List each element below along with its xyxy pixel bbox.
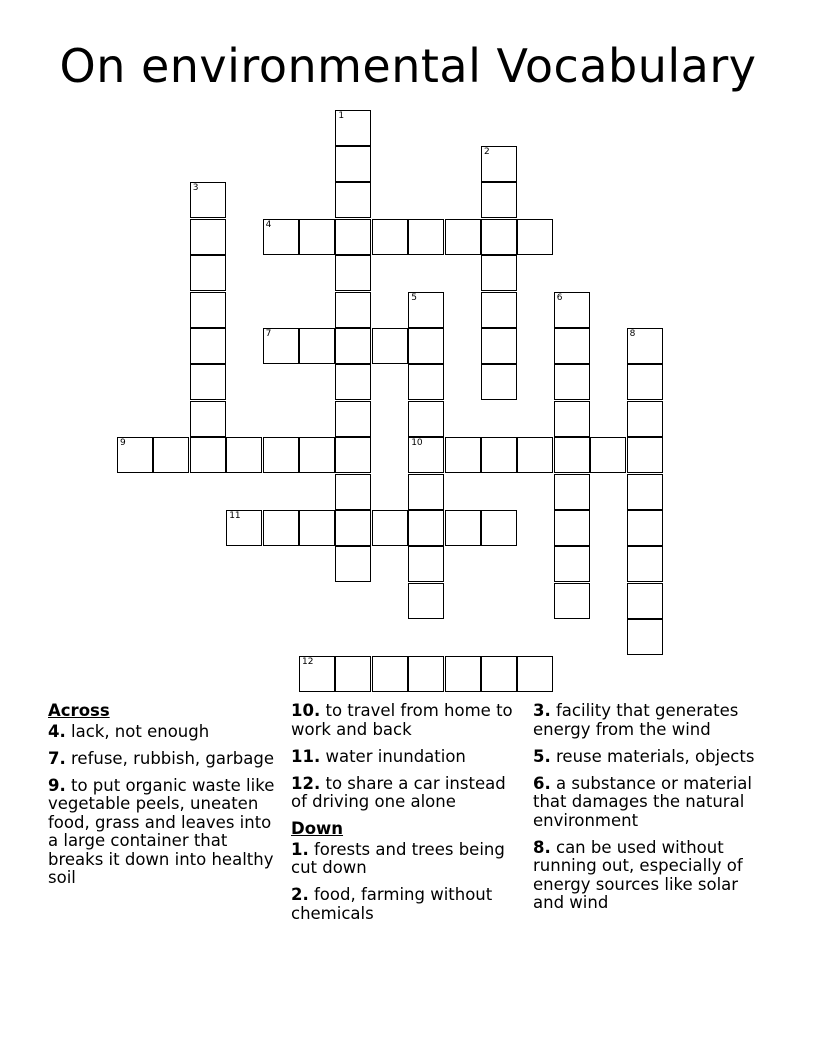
clue-number: 3. [533, 701, 551, 720]
grid-cell[interactable] [335, 182, 371, 218]
grid-cell[interactable] [408, 474, 444, 510]
grid-cell[interactable] [335, 510, 371, 546]
clue-number: 2. [291, 885, 309, 904]
grid-cell[interactable] [554, 437, 590, 473]
grid-cell[interactable] [153, 437, 189, 473]
clue-number: 8. [533, 837, 551, 857]
grid-cell[interactable] [190, 328, 226, 364]
grid-cell[interactable] [554, 546, 590, 582]
clue-across-11 [291, 748, 519, 767]
clue-down-3 [533, 702, 761, 739]
grid-cell[interactable] [627, 474, 663, 510]
grid-cell[interactable] [190, 437, 226, 473]
grid-cell[interactable] [627, 510, 663, 546]
grid-cell[interactable] [408, 401, 444, 437]
grid-cell[interactable] [372, 656, 408, 692]
clue-down-2 [291, 886, 519, 923]
clue-text: to travel from home to work and back [291, 701, 513, 739]
clue-text: water inundation [325, 746, 466, 766]
grid-cell[interactable] [263, 437, 299, 473]
clue-down-1 [291, 841, 519, 878]
grid-cell[interactable] [554, 474, 590, 510]
across-heading: Across [48, 701, 110, 720]
clue-text: lack, not enough [71, 721, 210, 741]
grid-cell[interactable] [481, 219, 517, 255]
grid-cell[interactable] [263, 328, 299, 364]
grid-cell[interactable] [554, 510, 590, 546]
cell-number: 2 [484, 146, 490, 157]
cell-number: 8 [629, 328, 636, 339]
grid-cell[interactable] [481, 292, 517, 328]
grid-cell[interactable] [263, 510, 299, 546]
grid-cell[interactable] [335, 292, 371, 328]
grid-cell[interactable] [408, 510, 444, 546]
grid-cell[interactable] [335, 219, 371, 255]
grid-cell[interactable] [190, 182, 226, 218]
clue-down-6 [533, 775, 761, 831]
grid-cell[interactable] [517, 656, 553, 692]
grid-cell[interactable] [408, 364, 444, 400]
clue-text: food, farming without chemicals [291, 885, 493, 923]
grid-cell[interactable] [554, 583, 590, 619]
grid-cell[interactable] [226, 510, 262, 546]
grid-cell[interactable] [335, 437, 371, 473]
grid-cell[interactable] [335, 546, 371, 582]
clue-number: 1. [291, 839, 309, 859]
grid-cell[interactable] [299, 656, 335, 692]
clue-text: a substance or material that damages the natural environment [533, 773, 752, 830]
cell-number: 7 [265, 328, 272, 339]
clue-down-8 [533, 839, 761, 913]
cell-number: 12 [302, 656, 314, 667]
grid-cell[interactable] [190, 364, 226, 400]
grid-cell[interactable] [627, 401, 663, 437]
grid-cell[interactable] [335, 656, 371, 692]
grid-cell[interactable] [408, 328, 444, 364]
grid-cell[interactable] [481, 437, 517, 473]
grid-cell[interactable] [263, 219, 299, 255]
down-heading: Down [291, 819, 344, 838]
clue-number: 10. [291, 701, 321, 720]
cell-number: 6 [556, 292, 563, 303]
grid-cell[interactable] [335, 474, 371, 510]
grid-cell[interactable] [481, 328, 517, 364]
grid-cell[interactable] [117, 437, 153, 473]
clue-column-2 [291, 702, 519, 932]
grid-cell[interactable] [554, 292, 590, 328]
puzzle-title: On environmental Vocabulary [59, 39, 757, 93]
clue-text: reuse materials, objects [556, 746, 755, 766]
clue-number: 12. [291, 773, 321, 793]
grid-cell[interactable] [481, 182, 517, 218]
grid-cell[interactable] [408, 219, 444, 255]
grid-cell[interactable] [408, 583, 444, 619]
grid-cell[interactable] [481, 255, 517, 291]
grid-cell[interactable] [335, 328, 371, 364]
grid-cell[interactable] [445, 656, 481, 692]
clue-number: 7. [48, 748, 66, 768]
grid-cell[interactable] [335, 110, 371, 146]
grid-cell[interactable] [372, 328, 408, 364]
cell-number: 4 [265, 219, 272, 230]
grid-cell[interactable] [299, 437, 335, 473]
grid-cell[interactable] [372, 219, 408, 255]
grid-cell[interactable] [627, 546, 663, 582]
grid-cell[interactable] [517, 219, 553, 255]
grid-cell[interactable] [627, 583, 663, 619]
grid-cell[interactable] [554, 401, 590, 437]
grid-cell[interactable] [627, 619, 663, 655]
cell-number: 11 [229, 510, 241, 521]
grid-cell[interactable] [481, 364, 517, 400]
grid-cell[interactable] [335, 146, 371, 182]
grid-cell[interactable] [226, 437, 262, 473]
clue-text: forests and trees being cut down [291, 839, 505, 877]
cell-number: 10 [411, 438, 423, 449]
grid-cell[interactable] [408, 656, 444, 692]
grid-cell[interactable] [627, 364, 663, 400]
grid-cell[interactable] [335, 255, 371, 291]
grid-cell[interactable] [190, 219, 226, 255]
clue-number: 4. [48, 721, 66, 741]
grid-cell[interactable] [408, 546, 444, 582]
grid-cell[interactable] [372, 510, 408, 546]
grid-cell[interactable] [627, 328, 663, 364]
grid-cell[interactable] [481, 656, 517, 692]
clue-text: to share a car instead of driving one alone [291, 773, 506, 811]
grid-cell[interactable] [190, 401, 226, 437]
grid-cell[interactable] [190, 292, 226, 328]
grid-cell[interactable] [335, 364, 371, 400]
clue-text: facility that generates energy from the wind [533, 701, 739, 739]
grid-cell[interactable] [299, 328, 335, 364]
grid-cell[interactable] [445, 219, 481, 255]
cell-number: 9 [120, 438, 126, 449]
grid-cell[interactable] [590, 437, 626, 473]
clue-down-5 [533, 748, 761, 767]
clue-number: 11. [291, 746, 321, 766]
clue-number: 5. [533, 746, 551, 766]
grid-cell[interactable] [481, 510, 517, 546]
clue-across-12 [291, 775, 519, 812]
cell-number: 1 [338, 110, 345, 121]
clue-text: can be used without running out, especially of energy sources like solar and wind [533, 837, 743, 912]
clue-across-9 [48, 777, 276, 888]
grid-cell[interactable] [445, 510, 481, 546]
grid-cell[interactable] [190, 255, 226, 291]
grid-cell[interactable] [627, 437, 663, 473]
grid-cell[interactable] [299, 510, 335, 546]
grid-cell[interactable] [408, 292, 444, 328]
cell-number: 5 [411, 292, 417, 303]
clue-text: to put organic waste like vegetable peels, uneaten food, grass and leaves into a large container that breaks it down into healthy soil [48, 775, 275, 887]
clue-across-4 [48, 723, 276, 742]
clue-text: refuse, rubbish, garbage [71, 748, 274, 768]
grid-cell[interactable] [408, 437, 444, 473]
clue-number: 6. [533, 773, 551, 793]
grid-cell[interactable] [481, 146, 517, 182]
clue-column-1 [48, 702, 276, 896]
clue-across-7 [48, 750, 276, 769]
grid-cell[interactable] [335, 401, 371, 437]
grid-cell[interactable] [517, 437, 553, 473]
clue-column-3 [533, 702, 761, 921]
grid-cell[interactable] [554, 364, 590, 400]
clue-across-10 [291, 702, 519, 739]
cell-number: 3 [192, 183, 199, 194]
grid-cell[interactable] [445, 437, 481, 473]
grid-cell[interactable] [299, 219, 335, 255]
grid-cell[interactable] [554, 328, 590, 364]
clue-number: 9. [48, 775, 66, 795]
